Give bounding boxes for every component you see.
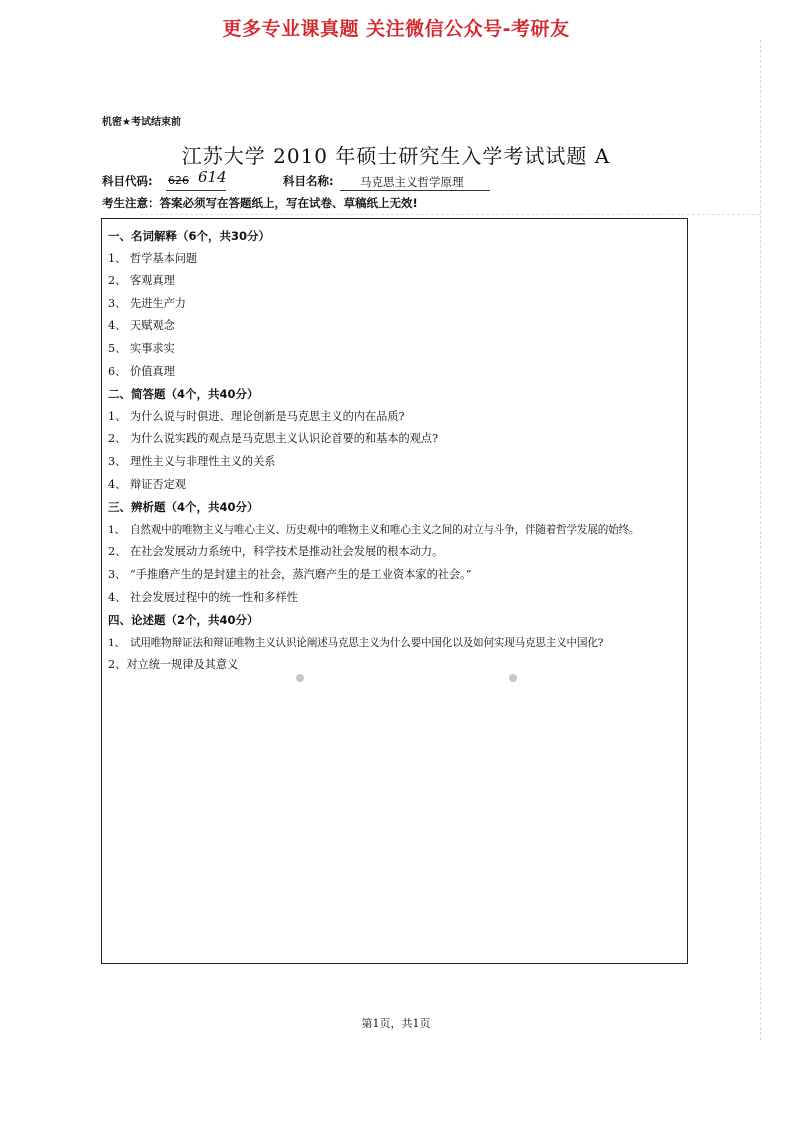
section-heading: 二、简答题（4个，共40分） xyxy=(108,387,259,402)
scan-hole-mark xyxy=(296,674,304,682)
question-item xyxy=(108,519,683,542)
question-number: 2、 xyxy=(108,432,127,446)
question-number: 2、 xyxy=(108,545,127,559)
question-number: 6、 xyxy=(108,364,127,378)
question-number: 4、 xyxy=(108,477,127,491)
question-number: 1、 xyxy=(108,409,127,423)
scan-artifact-line xyxy=(140,214,760,215)
section-heading: 三、辨析题（4个，共40分） xyxy=(108,500,259,515)
question-item xyxy=(108,451,683,474)
question-text: 理性主义与非理性主义的关系 xyxy=(130,454,276,468)
section-heading: 四、论述题（2个，共40分） xyxy=(108,613,259,628)
question-text: 为什么说实践的观点是马克思主义认识论首要的和基本的观点? xyxy=(130,432,439,446)
promo-banner: 更多专业课真题 关注微信公众号-考研友 xyxy=(222,18,570,40)
exam-title: 江苏大学 2010 年硕士研究生入学考试试题 A xyxy=(181,144,611,168)
question-item xyxy=(108,564,683,587)
page-footer: 第1页，共1页 xyxy=(361,1017,431,1030)
question-number: 4、 xyxy=(108,590,127,604)
question-item xyxy=(108,293,683,316)
question-number: 1、 xyxy=(108,636,125,649)
question-item xyxy=(108,541,683,564)
candidate-notice: 考生注意：答案必须写在答题纸上，写在试卷、草稿纸上无效! xyxy=(102,196,418,210)
subject-name-value: 马克思主义哲学原理 xyxy=(360,175,464,189)
question-number: 3、 xyxy=(108,567,127,581)
question-number: 2、 xyxy=(108,274,127,288)
question-text: 为什么说与时俱进、理论创新是马克思主义的内在品质? xyxy=(130,409,405,423)
question-item xyxy=(108,248,683,271)
scan-edge-mark xyxy=(760,40,762,1040)
subject-code-underline xyxy=(166,190,226,191)
question-item xyxy=(108,632,683,655)
section-heading: 一、名词解释（6个，共30分） xyxy=(108,229,271,243)
question-text: 试用唯物辩证法和辩证唯物主义认识论阐述马克思主义为什么要中国化以及如何实现马克思主义中国化? xyxy=(130,636,604,649)
question-number: 3、 xyxy=(108,454,127,468)
question-text: 天赋观念 xyxy=(130,319,175,333)
subject-code-handwritten: 614 xyxy=(198,168,227,186)
question-item xyxy=(108,315,683,338)
subject-code-label: 科目代码: xyxy=(102,174,153,188)
question-text: 辩证否定观 xyxy=(130,477,186,491)
question-text: 社会发展过程中的统一性和多样性 xyxy=(130,590,298,604)
question-text: 客观真理 xyxy=(130,274,175,288)
question-item xyxy=(108,654,683,677)
question-text: 先进生产力 xyxy=(130,296,186,310)
scan-hole-mark xyxy=(509,674,517,682)
question-number: 3、 xyxy=(108,296,127,310)
question-number: 5、 xyxy=(108,341,127,355)
question-item xyxy=(108,587,683,610)
confidential-label: 机密★考试结束前 xyxy=(102,117,181,128)
question-text: 哲学基本问题 xyxy=(130,251,198,265)
question-text: 对立统一规律及其意义 xyxy=(126,658,239,672)
question-item xyxy=(108,338,683,361)
question-item xyxy=(108,361,683,384)
question-number: 1、 xyxy=(108,523,125,536)
question-item xyxy=(108,428,683,451)
question-text: 实事求实 xyxy=(130,341,175,355)
subject-code-struck: 626 xyxy=(168,174,189,187)
question-text: 自然观中的唯物主义与唯心主义、历史观中的唯物主义和唯心主义之间的对立与斗争，伴随着哲学发展的始终。 xyxy=(130,523,640,536)
question-number: 1、 xyxy=(108,251,127,265)
subject-name-label: 科目名称: xyxy=(283,174,334,188)
subject-name-underline xyxy=(340,190,490,191)
question-item xyxy=(108,270,683,293)
question-list xyxy=(108,225,683,677)
question-number: 2、 xyxy=(108,658,127,672)
question-text: 在社会发展动力系统中，科学技术是推动社会发展的根本动力。 xyxy=(130,545,444,559)
question-text: 价值真理 xyxy=(130,364,175,378)
question-item xyxy=(108,406,683,429)
question-text: “手推磨产生的是封建主的社会，蒸汽磨产生的是工业资本家的社会。” xyxy=(130,567,472,581)
question-item xyxy=(108,474,683,497)
question-number: 4、 xyxy=(108,319,127,333)
